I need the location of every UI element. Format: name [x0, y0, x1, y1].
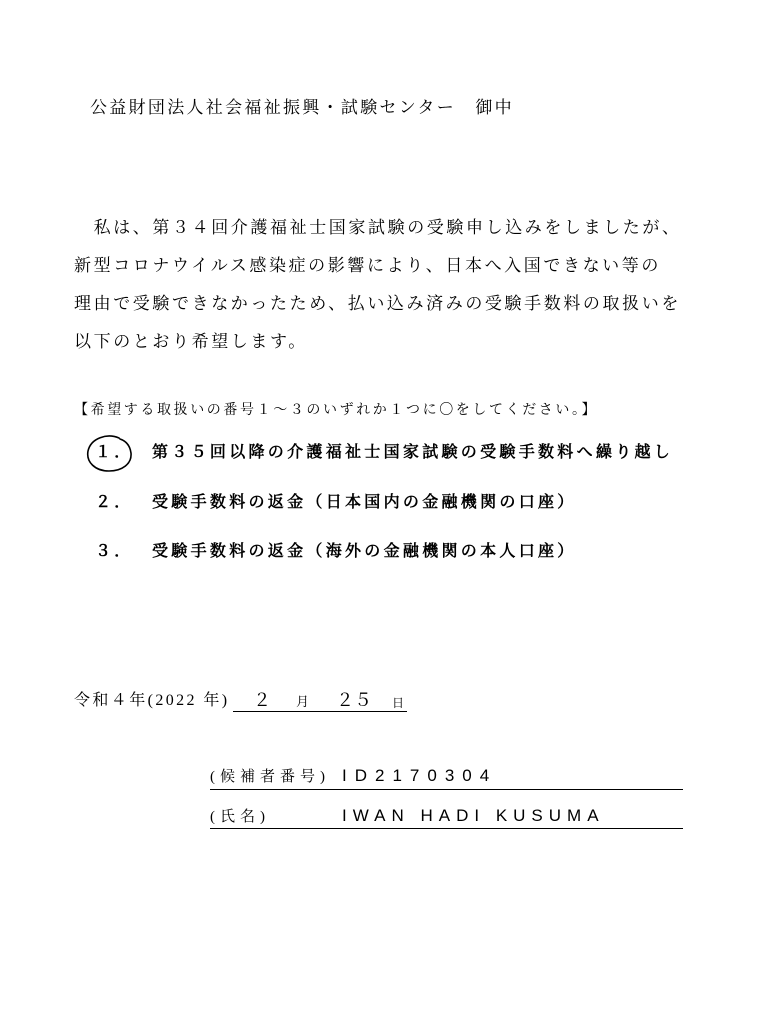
statement-line: 新型コロナウイルス感染症の影響により、日本へ入国できない等の: [74, 256, 661, 276]
date-underline-field: [233, 691, 407, 712]
name-value: IWAN HADI KUSUMA: [342, 806, 605, 825]
date-month-value: ２: [253, 690, 271, 711]
candidate-number-label: (候補者番号): [210, 769, 330, 785]
option-text: 第３５回以降の介護福祉士国家試験の受験手数料へ繰り越し: [152, 442, 674, 461]
date-month-unit: 月: [296, 695, 310, 710]
name-underline: [210, 828, 683, 829]
option-text: 受験手数料の返金（海外の金融機関の本人口座）: [152, 541, 577, 560]
statement-line: 以下のとおり希望します。: [74, 332, 308, 352]
name-label: (氏名): [210, 809, 270, 825]
date-day-value: ２５: [336, 690, 372, 711]
option-number: ２．: [95, 492, 134, 511]
addressee-line: 公益財団法人社会福祉振興・試験センター 御中: [90, 98, 514, 118]
candidate-number-underline: [210, 789, 683, 790]
option-item: [0, 540, 768, 562]
date-era-prefix: 令和４年(2022 年): [74, 692, 230, 709]
statement-line: 私は、第３４回介護福祉士国家試験の受験申し込みをしましたが、: [93, 218, 682, 238]
selection-instruction: 【希望する取扱いの番号１～３のいずれか１つに〇をしてください。】: [74, 402, 599, 418]
option-text: 受験手数料の返金（日本国内の金融機関の口座）: [152, 492, 577, 511]
candidate-number-value: ID2170304: [342, 766, 498, 785]
option-number: １．: [95, 442, 134, 461]
statement-line: 理由で受験できなかったため、払い込み済みの受験手数料の取扱いを: [74, 294, 681, 314]
option-number: ３．: [95, 541, 134, 560]
request-statement: [74, 209, 682, 361]
option-item: [0, 491, 768, 513]
option-item: [0, 441, 768, 463]
date-day-unit: 日: [392, 696, 405, 710]
